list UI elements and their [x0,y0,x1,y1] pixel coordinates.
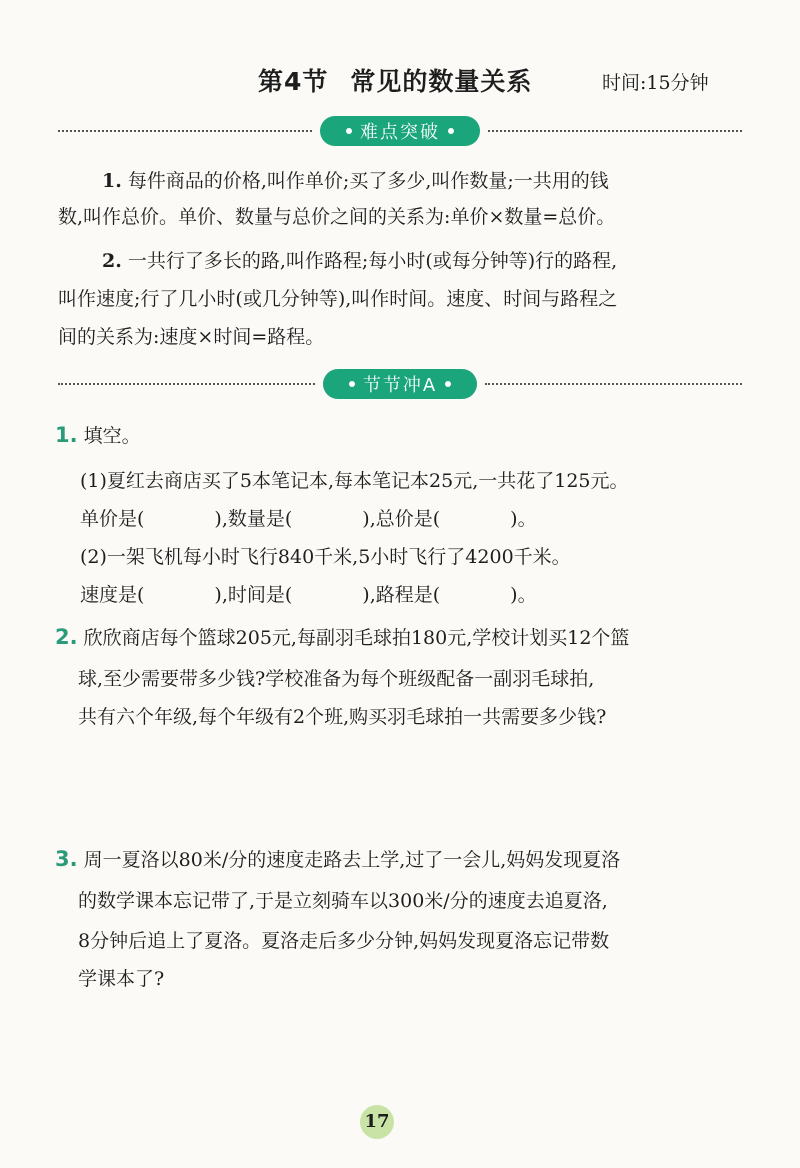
difficulty-divider [58,116,742,146]
question-1-sub2-answers: 速度是( ),时间是( ),路程是( )。 [80,584,537,606]
difficulty-p2-line3: 间的关系为:速度×时间=路程。 [58,326,325,348]
section-title [258,62,532,98]
question-1-title: 1. 填空。 [55,423,141,447]
question-2-line1: 2. 欣欣商店每个篮球205元,每副羽毛球拍180元,学校计划买12个篮 [55,625,630,649]
practice-badge: 节节冲A [323,369,477,399]
question-3-line4: 学课本了? [78,968,165,990]
question-3-line2: 的数学课本忘记带了,于是立刻骑车以300米/分的速度去追夏洛, [78,890,608,912]
page-number: 17 [360,1105,394,1139]
time-limit: 时间:15分钟 [602,72,709,94]
question-1-sub1-answers: 单价是( ),数量是( ),总价是( )。 [80,508,537,530]
practice-divider [58,369,742,399]
difficulty-p2-line2: 叫作速度;行了几小时(或几分钟等),叫作时间。速度、时间与路程之 [58,288,618,310]
question-1-sub2: (2)一架飞机每小时飞行840千米,5小时飞行了4200千米。 [80,546,571,568]
question-3-line1: 3. 周一夏洛以80米/分的速度走路去上学,过了一会儿,妈妈发现夏洛 [55,847,621,871]
question-2-line3: 共有六个年级,每个年级有2个班,购买羽毛球拍一共需要多少钱? [78,706,607,728]
question-2-line2: 球,至少需要带多少钱?学校准备为每个班级配备一副羽毛球拍, [78,668,595,690]
question-1-sub1: (1)夏红去商店买了5本笔记本,每本笔记本25元,一共花了125元。 [80,470,629,492]
difficulty-p1-line1: 1. 每件商品的价格,叫作单价;买了多少,叫作数量;一共用的钱 [102,170,609,192]
difficulty-p1-line2: 数,叫作总价。单价、数量与总价之间的关系为:单价×数量=总价。 [58,206,616,228]
difficulty-badge: 难点突破 [320,116,480,146]
section-name: 常见的数量关系 [350,67,533,96]
section-number: 第4节 [258,67,329,96]
question-3-line3: 8分钟后追上了夏洛。夏洛走后多少分钟,妈妈发现夏洛忘记带数 [78,930,610,952]
difficulty-p2-line1: 2. 一共行了多长的路,叫作路程;每小时(或每分钟等)行的路程, [102,250,618,272]
